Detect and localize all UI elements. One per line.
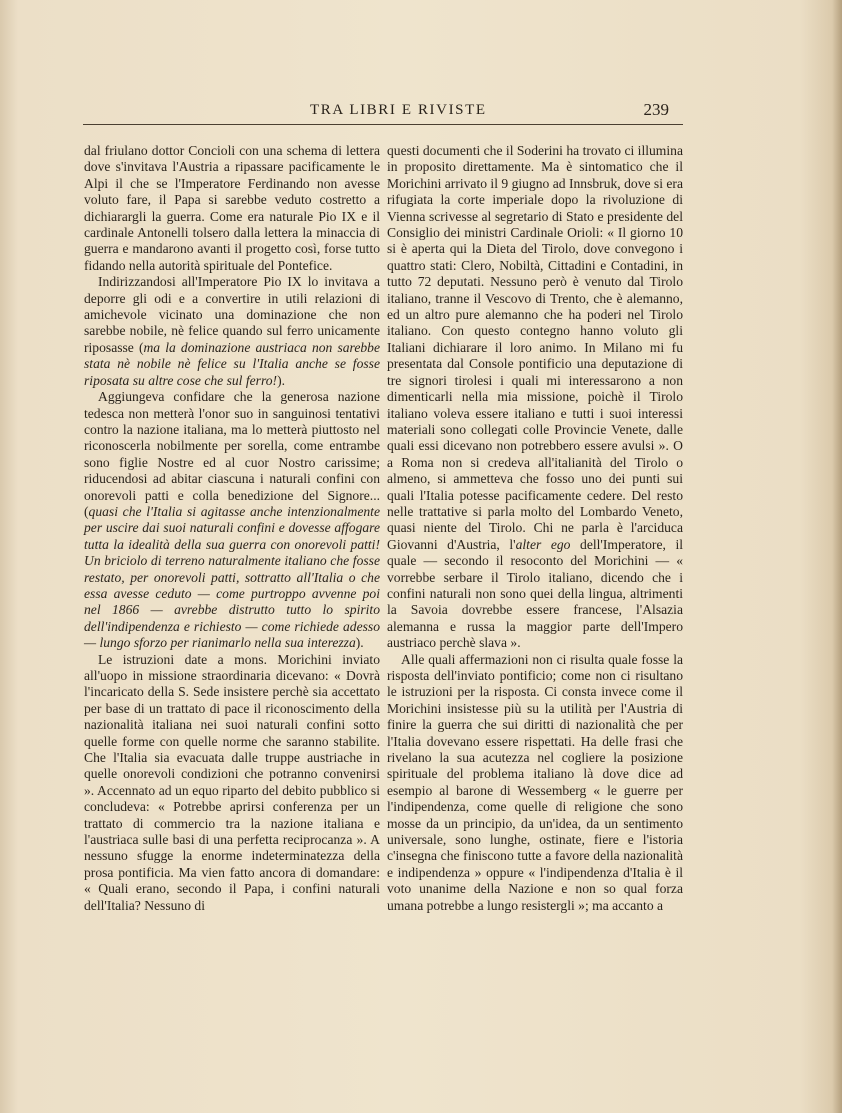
paragraph: Alle quali affermazioni non ci risulta quale fosse la risposta dell'inviato pontificio; come non ci risultano le istruzioni per la risposta. Ci consta invece come il Morichini insistesse più su la utilità per l'Austria di finire la guerra che sui diritti di nazionalità che per l'Italia dovevano essere rispettati. Ha delle frasi che rivelano la sua acutezza nel cogliere la posizione spirituale del problema italiano là dove dice ad esempio al barone di Wessemberg « le guerre per l'indipendenza, come quelle di religione che sono mosse da un principio, da un'idea, da un sentimento universale, sono lunghe, ostinate, fiere e l'istoria c'insegna che finiscono tutte a favore della nazionalità e indipendenza » oppure « l'indipendenza d'Italia è il voto unanime della Nazione e non so qual forza umana potrebbe a lungo resistergli »; ma accanto a (387, 651, 683, 913)
paragraph (84, 389, 380, 652)
page-header (83, 100, 683, 126)
paragraph (387, 143, 683, 652)
header-rule (83, 124, 683, 125)
italic-aside: ma la dominazione austriaca non sarebbe stata nè nobile nè felice su l'Italia anche se fosse riposata su altre cose che sul ferro! (84, 339, 380, 388)
page-edge-shadow (832, 0, 842, 1113)
page-number: 239 (643, 100, 669, 119)
paragraph (84, 274, 380, 389)
right-column (387, 143, 683, 914)
text-span: questi documenti che il Soderini ha trovato ci illumina in proposito direttamente. Ma è sintomatico che il Morichini arrivato il 9 giugno ad Innsbruk, dove si era rifugiata la corte imperiale dopo la rivoluzione di Vienna scrivesse al segretario di Stato e presidente del Consiglio dei ministri Cardinale Orioli: « Il giorno 10 si è aperta qui la Dieta del Tirolo, dove convegono i quattro stati: Clero, Nobiltà, Cittadini e Contadini, in tutto 72 deputati. Nessuno però è venuto dal Tirolo italiano, tranne il Vescovo di Trento, che è alemanno, ed un altro pure alemanno che ha poderi nel Tirolo italiano. Con questo contegno hanno voluto gli Italiani dichiarare il loro animo. In Milano mi fu presentata dal Console pontificio una deputazione di tre signori tirolesi i quali mi interessarono a non dimenticarli nella mia missione, poichè il Tirolo italiano voleva essere italiano e tutti i suoi interessi materiali sono collegati colle Provincie Venete, dalle quali essi dicevano non potrebbero essere avulsi ». O a Roma non si credeva all'italianità del Tirolo o almeno, si ammetteva che fosso uno dei punti sui quali l'Italia potesse pacificamente cedere. Del resto nelle trattative si parla molto del Lombardo Veneto, quasi niente del Tirolo. Chi ne parla è l'arciduca Giovanni d'Austria, l' (387, 143, 683, 552)
running-title: TRA LIBRI E RIVISTE (310, 102, 487, 118)
italic-aside: quasi che l'Italia si agitasse anche intenzionalmente per uscire dai suoi naturali confini e dovesse affogare tutta la idealità della sua guerra con onorevoli patti! Un briciolo di terreno naturalmente italiano che fosse restato, per onorevoli patti, sottratto all'Italia o che essa avesse ceduto — come purtroppo avvenne poi nel 1866 — avrebbe distrutto tutto lo spirito dell'indipendenza e richiesto — come richiede adesso — lungo sforzo per rianimarlo nella sua interezza (84, 503, 380, 651)
italic-phrase: alter ego (515, 536, 571, 552)
left-column (84, 143, 380, 914)
text-span: Aggiungeva confidare che la generosa nazione tedesca non metterà l'onor suo in sanguinosi tentativi contro la nazione italiana, ma lo metterà piuttosto nel riconoscerla nobilmente per sorella, come entrambe sono figlie Nostre ed al cuor Nostro carissime; riducendosi ad abitar ciascuna i naturali confini con onorevoli patti e colla benedizione del Signore... ( (84, 389, 380, 519)
text-span: Indirizzandosi all'Imperatore Pio IX lo invitava a deporre gli odi e a convertire in utili relazioni di amichevole vicinato una dominazione che non sarebbe nobile, nè felice quando sul ferro unicamente riposasse ( (84, 274, 380, 355)
paragraph: dal friulano dottor Concioli con una schema di lettera dove s'invitava l'Austria a ripassare pacificamente le Alpi il che se l'Imperatore Ferdinando non avesse voluto fare, il Papa si sarebbe veduto costretto a dichiarargli la guerra. Come era naturale Pio IX e il cardinale Antonelli tolsero dalla lettera la minaccia di guerra e mandarono avanti il progetto così, forse tutto fidando nella autorità spirituale del Pontefice. (84, 143, 380, 273)
text-span: ). (277, 372, 285, 388)
text-span: ). (355, 635, 364, 651)
text-span: dell'Imperatore, il quale — secondo il resoconto del Morichini — « vorrebbe serbare il Tirolo italiano, dicendo che i confini naturali non sono quei della lingua, altrimenti la Savoia dovrebbe essere francese, l'Alsazia alemanna e russa la maggior parte dell'Impero austriaco perchè slava ». (387, 536, 683, 651)
paragraph: Le istruzioni date a mons. Morichini inviato all'uopo in missione straordinaria dicevano: « Dovrà l'incaricato della S. Sede insistere perchè sia accettato per base di un trattato di pace il riconoscimento della nazionalità italiana nei suoi naturali confini sotto quelle forme con quelle norme che saranno stabilite. Che l'Italia sia evacuata dalle truppe austriache in quelle onorevoli condizioni che potranno convenirsi ». Accennato ad un equo riparto del debito pubblico si concludeva: « Potrebbe aprirsi conferenza per un trattato di commercio tra la nazione italiana e l'austriaca sulle basi di una perfetta reciprocanza ». A nessuno sfugge la enorme indeterminatezza della prosa pontificia. Ma vien fatto ancora di domandare: « Quali erano, secondo il Papa, i confini naturali dell'Italia? Nessuno di (84, 651, 380, 913)
